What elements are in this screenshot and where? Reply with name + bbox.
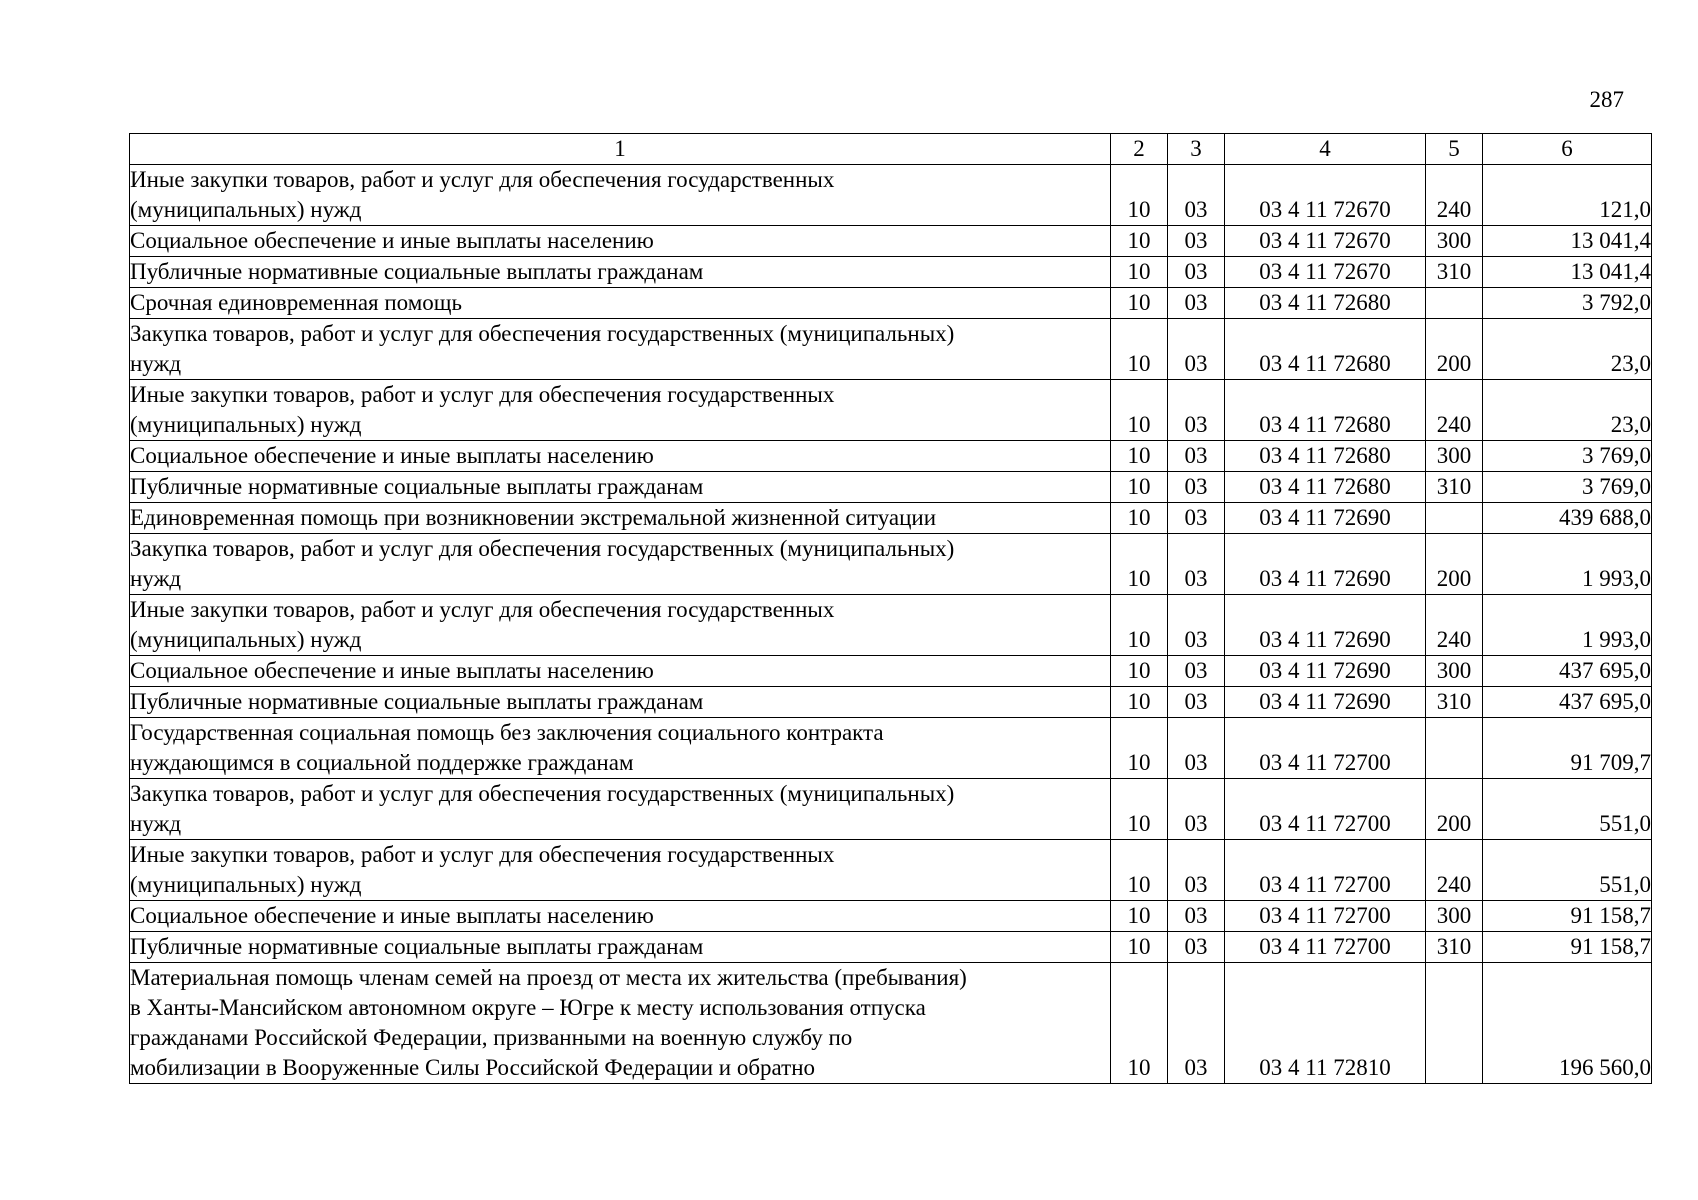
row-name: Закупка товаров, работ и услуг для обеспечения государственных (муниципальных) нужд bbox=[130, 779, 1111, 840]
table-row bbox=[130, 503, 1652, 534]
row-subsection: 03 bbox=[1168, 901, 1225, 932]
row-code: 03 4 11 72690 bbox=[1225, 656, 1426, 687]
table-row bbox=[130, 226, 1652, 257]
row-code: 03 4 11 72670 bbox=[1225, 165, 1426, 226]
row-expense-type: 200 bbox=[1426, 534, 1483, 595]
row-expense-type: 200 bbox=[1426, 779, 1483, 840]
row-code: 03 4 11 72690 bbox=[1225, 595, 1426, 656]
row-sum: 3 769,0 bbox=[1483, 441, 1652, 472]
table-row bbox=[130, 656, 1652, 687]
row-sum: 3 769,0 bbox=[1483, 472, 1652, 503]
table-row bbox=[130, 288, 1652, 319]
table-row bbox=[130, 595, 1652, 656]
header-col-5: 5 bbox=[1426, 134, 1483, 165]
row-code: 03 4 11 72700 bbox=[1225, 718, 1426, 779]
row-sum: 551,0 bbox=[1483, 779, 1652, 840]
row-expense-type: 240 bbox=[1426, 595, 1483, 656]
row-expense-type bbox=[1426, 963, 1483, 1084]
row-expense-type bbox=[1426, 718, 1483, 779]
row-subsection: 03 bbox=[1168, 656, 1225, 687]
table-row bbox=[130, 165, 1652, 226]
table-header bbox=[130, 134, 1652, 165]
row-subsection: 03 bbox=[1168, 595, 1225, 656]
row-section: 10 bbox=[1111, 932, 1168, 963]
header-col-6: 6 bbox=[1483, 134, 1652, 165]
row-code: 03 4 11 72700 bbox=[1225, 840, 1426, 901]
row-section: 10 bbox=[1111, 165, 1168, 226]
row-section: 10 bbox=[1111, 901, 1168, 932]
table-row bbox=[130, 687, 1652, 718]
header-col-3: 3 bbox=[1168, 134, 1225, 165]
row-sum: 439 688,0 bbox=[1483, 503, 1652, 534]
row-subsection: 03 bbox=[1168, 472, 1225, 503]
row-sum: 437 695,0 bbox=[1483, 687, 1652, 718]
row-subsection: 03 bbox=[1168, 779, 1225, 840]
row-section: 10 bbox=[1111, 963, 1168, 1084]
row-subsection: 03 bbox=[1168, 288, 1225, 319]
table-row bbox=[130, 319, 1652, 380]
row-code: 03 4 11 72680 bbox=[1225, 288, 1426, 319]
row-sum: 3 792,0 bbox=[1483, 288, 1652, 319]
row-subsection: 03 bbox=[1168, 687, 1225, 718]
row-expense-type: 240 bbox=[1426, 840, 1483, 901]
row-subsection: 03 bbox=[1168, 718, 1225, 779]
row-section: 10 bbox=[1111, 257, 1168, 288]
table-row bbox=[130, 932, 1652, 963]
row-expense-type: 310 bbox=[1426, 257, 1483, 288]
table-row bbox=[130, 840, 1652, 901]
row-code: 03 4 11 72680 bbox=[1225, 380, 1426, 441]
row-expense-type: 300 bbox=[1426, 226, 1483, 257]
row-name: Закупка товаров, работ и услуг для обеспечения государственных (муниципальных) нужд bbox=[130, 319, 1111, 380]
row-code: 03 4 11 72680 bbox=[1225, 441, 1426, 472]
row-section: 10 bbox=[1111, 319, 1168, 380]
row-name: Материальная помощь членам семей на проезд от места их жительства (пребывания) в Ханты-Мансийском автономном округе – Югре к месту использования отпуска гражданами Российской Федерации, призванными на военную службу по мобилизации в Вооруженные Силы Российской Федерации и обратно bbox=[130, 963, 1111, 1084]
row-sum: 196 560,0 bbox=[1483, 963, 1652, 1084]
row-code: 03 4 11 72690 bbox=[1225, 687, 1426, 718]
row-name: Иные закупки товаров, работ и услуг для обеспечения государственных (муниципальных) нужд bbox=[130, 165, 1111, 226]
row-code: 03 4 11 72810 bbox=[1225, 963, 1426, 1084]
row-subsection: 03 bbox=[1168, 319, 1225, 380]
row-section: 10 bbox=[1111, 503, 1168, 534]
row-section: 10 bbox=[1111, 441, 1168, 472]
row-name: Публичные нормативные социальные выплаты гражданам bbox=[130, 472, 1111, 503]
row-expense-type: 310 bbox=[1426, 932, 1483, 963]
row-section: 10 bbox=[1111, 380, 1168, 441]
row-subsection: 03 bbox=[1168, 257, 1225, 288]
row-sum: 13 041,4 bbox=[1483, 257, 1652, 288]
row-name: Срочная единовременная помощь bbox=[130, 288, 1111, 319]
row-section: 10 bbox=[1111, 534, 1168, 595]
row-name: Социальное обеспечение и иные выплаты населению bbox=[130, 441, 1111, 472]
row-name: Публичные нормативные социальные выплаты гражданам bbox=[130, 687, 1111, 718]
row-subsection: 03 bbox=[1168, 534, 1225, 595]
row-name: Социальное обеспечение и иные выплаты населению bbox=[130, 901, 1111, 932]
row-expense-type: 310 bbox=[1426, 687, 1483, 718]
row-name: Публичные нормативные социальные выплаты гражданам bbox=[130, 932, 1111, 963]
table-row bbox=[130, 963, 1652, 1084]
row-code: 03 4 11 72700 bbox=[1225, 779, 1426, 840]
row-expense-type: 240 bbox=[1426, 165, 1483, 226]
row-name: Иные закупки товаров, работ и услуг для обеспечения государственных (муниципальных) нужд bbox=[130, 840, 1111, 901]
row-expense-type: 300 bbox=[1426, 656, 1483, 687]
row-expense-type: 240 bbox=[1426, 380, 1483, 441]
row-code: 03 4 11 72690 bbox=[1225, 534, 1426, 595]
row-expense-type: 200 bbox=[1426, 319, 1483, 380]
row-sum: 91 158,7 bbox=[1483, 901, 1652, 932]
table-row bbox=[130, 534, 1652, 595]
row-section: 10 bbox=[1111, 687, 1168, 718]
table-row bbox=[130, 441, 1652, 472]
row-subsection: 03 bbox=[1168, 165, 1225, 226]
row-section: 10 bbox=[1111, 656, 1168, 687]
row-section: 10 bbox=[1111, 718, 1168, 779]
row-section: 10 bbox=[1111, 288, 1168, 319]
row-name: Социальное обеспечение и иные выплаты населению bbox=[130, 226, 1111, 257]
row-name: Социальное обеспечение и иные выплаты населению bbox=[130, 656, 1111, 687]
row-code: 03 4 11 72670 bbox=[1225, 226, 1426, 257]
row-sum: 121,0 bbox=[1483, 165, 1652, 226]
row-section: 10 bbox=[1111, 472, 1168, 503]
header-col-2: 2 bbox=[1111, 134, 1168, 165]
row-sum: 551,0 bbox=[1483, 840, 1652, 901]
row-code: 03 4 11 72700 bbox=[1225, 932, 1426, 963]
table-row bbox=[130, 257, 1652, 288]
row-sum: 437 695,0 bbox=[1483, 656, 1652, 687]
row-subsection: 03 bbox=[1168, 932, 1225, 963]
header-col-1: 1 bbox=[130, 134, 1111, 165]
row-sum: 13 041,4 bbox=[1483, 226, 1652, 257]
row-section: 10 bbox=[1111, 226, 1168, 257]
row-code: 03 4 11 72690 bbox=[1225, 503, 1426, 534]
row-expense-type: 310 bbox=[1426, 472, 1483, 503]
row-code: 03 4 11 72680 bbox=[1225, 319, 1426, 380]
row-subsection: 03 bbox=[1168, 963, 1225, 1084]
table-row bbox=[130, 718, 1652, 779]
row-expense-type bbox=[1426, 503, 1483, 534]
table-row bbox=[130, 472, 1652, 503]
row-sum: 91 709,7 bbox=[1483, 718, 1652, 779]
row-sum: 23,0 bbox=[1483, 380, 1652, 441]
row-subsection: 03 bbox=[1168, 503, 1225, 534]
row-expense-type: 300 bbox=[1426, 901, 1483, 932]
row-subsection: 03 bbox=[1168, 380, 1225, 441]
table-row bbox=[130, 901, 1652, 932]
row-sum: 23,0 bbox=[1483, 319, 1652, 380]
row-code: 03 4 11 72680 bbox=[1225, 472, 1426, 503]
row-sum: 91 158,7 bbox=[1483, 932, 1652, 963]
row-expense-type bbox=[1426, 288, 1483, 319]
row-section: 10 bbox=[1111, 840, 1168, 901]
header-col-4: 4 bbox=[1225, 134, 1426, 165]
row-code: 03 4 11 72700 bbox=[1225, 901, 1426, 932]
header-row bbox=[130, 134, 1652, 165]
row-name: Публичные нормативные социальные выплаты гражданам bbox=[130, 257, 1111, 288]
table-body bbox=[130, 165, 1652, 1084]
page-number: 287 bbox=[1589, 87, 1624, 112]
row-expense-type: 300 bbox=[1426, 441, 1483, 472]
row-subsection: 03 bbox=[1168, 441, 1225, 472]
row-name: Иные закупки товаров, работ и услуг для обеспечения государственных (муниципальных) нужд bbox=[130, 595, 1111, 656]
row-name: Закупка товаров, работ и услуг для обеспечения государственных (муниципальных) нужд bbox=[130, 534, 1111, 595]
row-sum: 1 993,0 bbox=[1483, 534, 1652, 595]
budget-table bbox=[129, 133, 1652, 1084]
row-code: 03 4 11 72670 bbox=[1225, 257, 1426, 288]
row-section: 10 bbox=[1111, 779, 1168, 840]
row-name: Единовременная помощь при возникновении экстремальной жизненной ситуации bbox=[130, 503, 1111, 534]
row-section: 10 bbox=[1111, 595, 1168, 656]
row-subsection: 03 bbox=[1168, 226, 1225, 257]
row-subsection: 03 bbox=[1168, 840, 1225, 901]
row-name: Иные закупки товаров, работ и услуг для обеспечения государственных (муниципальных) нужд bbox=[130, 380, 1111, 441]
row-name: Государственная социальная помощь без заключения социального контракта нуждающимся в социальной поддержке гражданам bbox=[130, 718, 1111, 779]
table-row bbox=[130, 380, 1652, 441]
table-row bbox=[130, 779, 1652, 840]
row-sum: 1 993,0 bbox=[1483, 595, 1652, 656]
